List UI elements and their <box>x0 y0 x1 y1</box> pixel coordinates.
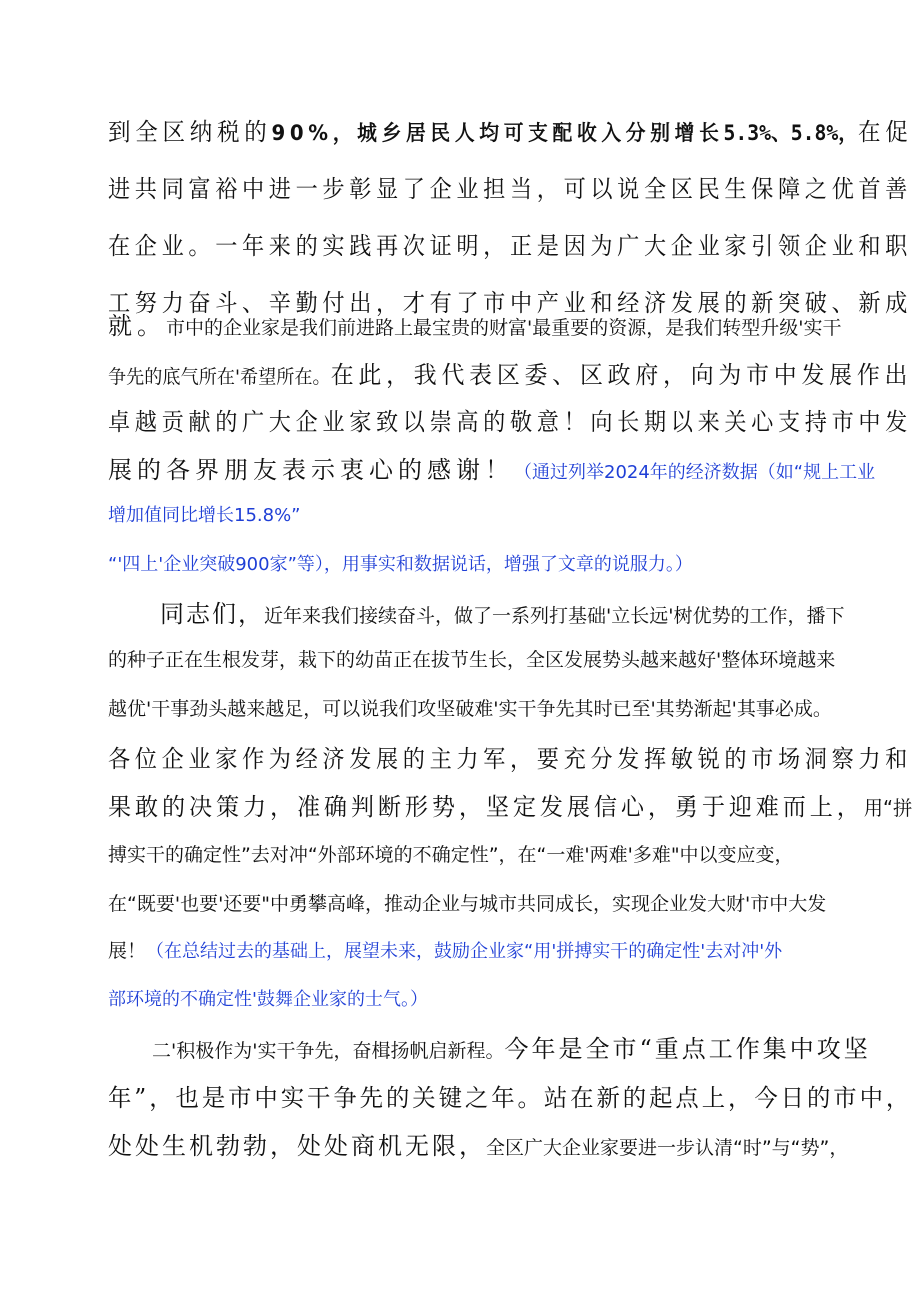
text-line <box>108 1134 848 1158</box>
text-line: 卓越贡献的广大企业家致以崇高的敬意！向长期以来关心支持市中发 <box>108 408 912 436</box>
text-line: 越优'干事劲头越来越足，可以说我们攻坚破难'实干争先其时已至'其势渐起'其事必成。 <box>108 698 832 720</box>
text-segment: 果敢的决策力，准确判断形势，坚定发展信心，勇于迎难而上， <box>108 793 864 821</box>
text-line: 各位企业家作为经济发展的主力军，要充分发挥敏锐的市场洞察力和 <box>108 745 912 773</box>
text-line <box>108 942 782 961</box>
text-segment: 90%，城乡居民人均可支配收入分别增长 <box>271 121 724 145</box>
text-segment: 处处生机勃勃，处处商机无限， <box>108 1132 486 1160</box>
text-line <box>108 314 841 338</box>
text-segment: 争先的底气所在'希望所在。 <box>108 366 331 388</box>
text-segment: 同志们， <box>160 600 264 628</box>
text-segment: 在此，我代表区委、区政府，向为市中发展作出 <box>330 361 913 389</box>
text-line <box>108 120 912 144</box>
text-line <box>108 458 875 482</box>
text-segment: 到全区纳税的 <box>108 118 272 146</box>
text-segment: 全区广大企业家要进一步认清“时”与“势”， <box>486 1137 849 1159</box>
text-line <box>160 602 844 626</box>
text-line: 工努力奋斗、辛勤付出，才有了市中产业和经济发展的新突破、新成 <box>108 289 912 317</box>
text-segment: 展的各界朋友表示衷心的感谢！ <box>108 456 514 484</box>
text-segment: 用“拼 <box>863 796 913 820</box>
text-line: 进共同富裕中进一步彰显了企业担当，可以说全区民生保障之优首善 <box>108 175 912 203</box>
text-line: 搏实干的确定性”去对冲“外部环境的不确定性”，在“一难'两难'多难"中以变应变， <box>108 844 794 866</box>
text-line: 年”，也是市中实干争先的关键之年。站在新的起点上，今日的市中， <box>108 1084 913 1112</box>
annotation-text: （通过列举2024年的经济数据（如“规上工业 <box>514 462 876 483</box>
text-segment: 展！ <box>108 940 147 962</box>
text-segment: 近年来我们接续奋斗，做了一系列打基础'立长远'树优势的工作，播下 <box>264 605 845 627</box>
text-line: 的种子正在生根发芽，栽下的幼苗正在拔节生长，全区发展势头越来越好'整体环境越来 <box>108 649 836 671</box>
text-segment: 就。 <box>108 312 166 340</box>
annotation-text: 部环境的不确定性'鼓舞企业家的士气。） <box>108 989 428 1010</box>
text-segment: 二'积极作为'实干争先，奋楫扬帆启新程。 <box>152 1040 505 1062</box>
text-line <box>152 1037 871 1061</box>
text-line: 在企业。一年来的实践再次证明，正是因为广大企业家引领企业和职 <box>108 232 912 260</box>
text-segment: 市中的企业家是我们前进路上最宝贵的财富'最重要的资源，是我们转型升级'实干 <box>166 317 842 339</box>
text-line: 在“既要'也要'还要"中勇攀高峰，推动企业与城市共同成长，实现企业发大财'市中大发 <box>108 893 827 915</box>
annotation-text: （在总结过去的基础上，展望未来，鼓励企业家“用'拼搏实干的确定性'去对冲'外 <box>146 941 783 962</box>
text-segment: 5.3%、5.8%， <box>723 121 858 145</box>
text-line <box>108 795 912 819</box>
annotation-text: “'四上'企业突破900家”等），用事实和数据说话，增强了文章的说服力。） <box>108 554 693 575</box>
annotation-text: 增加值同比增长15.8%” <box>108 505 301 526</box>
text-line <box>108 363 912 387</box>
text-segment: 今年是全市“重点工作集中攻坚 <box>504 1035 871 1063</box>
text-segment: 在促 <box>857 118 913 146</box>
